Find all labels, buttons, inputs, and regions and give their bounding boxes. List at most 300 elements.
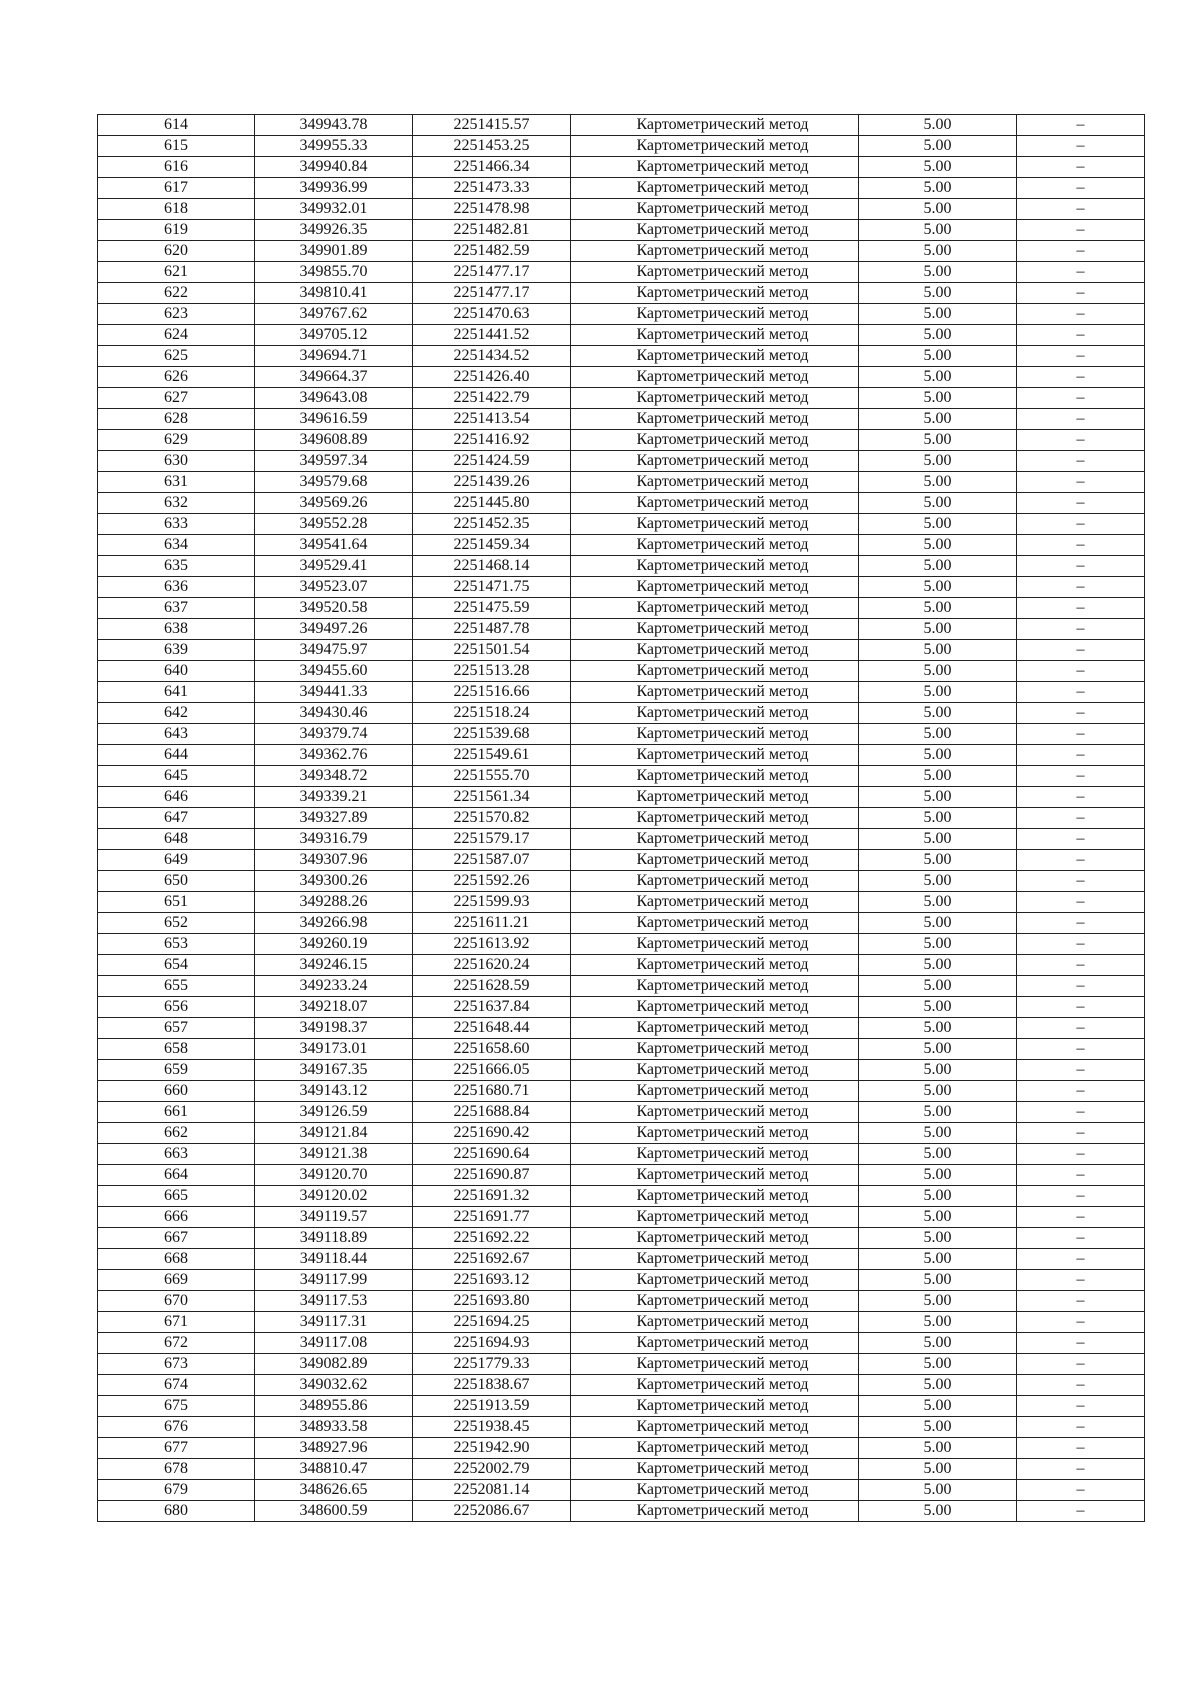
point-number-cell: 663	[98, 1144, 255, 1165]
method-cell: Картометрический метод	[571, 1018, 859, 1039]
x-coordinate-cell: 348927.96	[255, 1438, 413, 1459]
table-row	[98, 325, 1145, 346]
method-cell: Картометрический метод	[571, 1459, 859, 1480]
point-number-cell: 635	[98, 556, 255, 577]
x-coordinate-cell: 348955.86	[255, 1396, 413, 1417]
table-row	[98, 430, 1145, 451]
table-row	[98, 766, 1145, 787]
point-number-cell: 641	[98, 682, 255, 703]
table-row	[98, 1480, 1145, 1501]
description-cell: –	[1017, 619, 1145, 640]
y-coordinate-cell: 2251475.59	[413, 598, 571, 619]
table-row	[98, 1123, 1145, 1144]
y-coordinate-cell: 2251666.05	[413, 1060, 571, 1081]
accuracy-cell: 5.00	[859, 619, 1017, 640]
table-row	[98, 1375, 1145, 1396]
y-coordinate-cell: 2251452.35	[413, 514, 571, 535]
table-row	[98, 1417, 1145, 1438]
x-coordinate-cell: 349266.98	[255, 913, 413, 934]
method-cell: Картометрический метод	[571, 1312, 859, 1333]
description-cell: –	[1017, 892, 1145, 913]
method-cell: Картометрический метод	[571, 514, 859, 535]
point-number-cell: 659	[98, 1060, 255, 1081]
x-coordinate-cell: 349932.01	[255, 199, 413, 220]
method-cell: Картометрический метод	[571, 283, 859, 304]
method-cell: Картометрический метод	[571, 577, 859, 598]
method-cell: Картометрический метод	[571, 1501, 859, 1522]
description-cell: –	[1017, 157, 1145, 178]
description-cell: –	[1017, 1459, 1145, 1480]
table-row	[98, 1438, 1145, 1459]
description-cell: –	[1017, 1144, 1145, 1165]
y-coordinate-cell: 2251680.71	[413, 1081, 571, 1102]
accuracy-cell: 5.00	[859, 766, 1017, 787]
x-coordinate-cell: 349119.57	[255, 1207, 413, 1228]
y-coordinate-cell: 2252081.14	[413, 1480, 571, 1501]
description-cell: –	[1017, 1312, 1145, 1333]
accuracy-cell: 5.00	[859, 682, 1017, 703]
method-cell: Картометрический метод	[571, 1123, 859, 1144]
accuracy-cell: 5.00	[859, 325, 1017, 346]
x-coordinate-cell: 348626.65	[255, 1480, 413, 1501]
table-row	[98, 1333, 1145, 1354]
accuracy-cell: 5.00	[859, 1480, 1017, 1501]
table-row	[98, 535, 1145, 556]
point-number-cell: 617	[98, 178, 255, 199]
description-cell: –	[1017, 829, 1145, 850]
description-cell: –	[1017, 1165, 1145, 1186]
accuracy-cell: 5.00	[859, 1354, 1017, 1375]
y-coordinate-cell: 2251599.93	[413, 892, 571, 913]
accuracy-cell: 5.00	[859, 829, 1017, 850]
method-cell: Картометрический метод	[571, 1396, 859, 1417]
y-coordinate-cell: 2251482.59	[413, 241, 571, 262]
method-cell: Картометрический метод	[571, 1186, 859, 1207]
accuracy-cell: 5.00	[859, 640, 1017, 661]
description-cell: –	[1017, 1438, 1145, 1459]
point-number-cell: 679	[98, 1480, 255, 1501]
table-row	[98, 955, 1145, 976]
accuracy-cell: 5.00	[859, 976, 1017, 997]
x-coordinate-cell: 349523.07	[255, 577, 413, 598]
method-cell: Картометрический метод	[571, 1375, 859, 1396]
point-number-cell: 643	[98, 724, 255, 745]
point-number-cell: 625	[98, 346, 255, 367]
x-coordinate-cell: 349233.24	[255, 976, 413, 997]
accuracy-cell: 5.00	[859, 1228, 1017, 1249]
method-cell: Картометрический метод	[571, 976, 859, 997]
table-row	[98, 220, 1145, 241]
point-number-cell: 653	[98, 934, 255, 955]
method-cell: Картометрический метод	[571, 724, 859, 745]
method-cell: Картометрический метод	[571, 829, 859, 850]
accuracy-cell: 5.00	[859, 388, 1017, 409]
y-coordinate-cell: 2251482.81	[413, 220, 571, 241]
description-cell: –	[1017, 682, 1145, 703]
accuracy-cell: 5.00	[859, 703, 1017, 724]
y-coordinate-cell: 2251690.42	[413, 1123, 571, 1144]
table-row	[98, 556, 1145, 577]
accuracy-cell: 5.00	[859, 283, 1017, 304]
point-number-cell: 640	[98, 661, 255, 682]
table-row	[98, 178, 1145, 199]
accuracy-cell: 5.00	[859, 997, 1017, 1018]
description-cell: –	[1017, 388, 1145, 409]
point-number-cell: 675	[98, 1396, 255, 1417]
y-coordinate-cell: 2251422.79	[413, 388, 571, 409]
point-number-cell: 645	[98, 766, 255, 787]
x-coordinate-cell: 349855.70	[255, 262, 413, 283]
description-cell: –	[1017, 178, 1145, 199]
y-coordinate-cell: 2251477.17	[413, 262, 571, 283]
accuracy-cell: 5.00	[859, 892, 1017, 913]
description-cell: –	[1017, 535, 1145, 556]
table-row	[98, 1102, 1145, 1123]
method-cell: Картометрический метод	[571, 556, 859, 577]
x-coordinate-cell: 349339.21	[255, 787, 413, 808]
method-cell: Картометрический метод	[571, 1354, 859, 1375]
method-cell: Картометрический метод	[571, 346, 859, 367]
description-cell: –	[1017, 1333, 1145, 1354]
point-number-cell: 656	[98, 997, 255, 1018]
accuracy-cell: 5.00	[859, 871, 1017, 892]
y-coordinate-cell: 2251648.44	[413, 1018, 571, 1039]
description-cell: –	[1017, 451, 1145, 472]
method-cell: Картометрический метод	[571, 1228, 859, 1249]
table-row	[98, 346, 1145, 367]
description-cell: –	[1017, 703, 1145, 724]
accuracy-cell: 5.00	[859, 1207, 1017, 1228]
description-cell: –	[1017, 913, 1145, 934]
y-coordinate-cell: 2251439.26	[413, 472, 571, 493]
y-coordinate-cell: 2251693.80	[413, 1291, 571, 1312]
table-row	[98, 409, 1145, 430]
table-row	[98, 1060, 1145, 1081]
description-cell: –	[1017, 1039, 1145, 1060]
x-coordinate-cell: 349936.99	[255, 178, 413, 199]
table-row	[98, 1354, 1145, 1375]
description-cell: –	[1017, 997, 1145, 1018]
point-number-cell: 619	[98, 220, 255, 241]
description-cell: –	[1017, 1354, 1145, 1375]
point-number-cell: 620	[98, 241, 255, 262]
method-cell: Картометрический метод	[571, 1060, 859, 1081]
point-number-cell: 664	[98, 1165, 255, 1186]
table-row	[98, 871, 1145, 892]
y-coordinate-cell: 2251445.80	[413, 493, 571, 514]
x-coordinate-cell: 349173.01	[255, 1039, 413, 1060]
method-cell: Картометрический метод	[571, 661, 859, 682]
point-number-cell: 634	[98, 535, 255, 556]
table-row	[98, 514, 1145, 535]
table-row	[98, 577, 1145, 598]
x-coordinate-cell: 349529.41	[255, 556, 413, 577]
accuracy-cell: 5.00	[859, 1396, 1017, 1417]
method-cell: Картометрический метод	[571, 388, 859, 409]
description-cell: –	[1017, 556, 1145, 577]
x-coordinate-cell: 349300.26	[255, 871, 413, 892]
method-cell: Картометрический метод	[571, 934, 859, 955]
point-number-cell: 636	[98, 577, 255, 598]
description-cell: –	[1017, 1186, 1145, 1207]
x-coordinate-cell: 349167.35	[255, 1060, 413, 1081]
table-row	[98, 1291, 1145, 1312]
description-cell: –	[1017, 598, 1145, 619]
description-cell: –	[1017, 304, 1145, 325]
accuracy-cell: 5.00	[859, 535, 1017, 556]
method-cell: Картометрический метод	[571, 367, 859, 388]
y-coordinate-cell: 2251441.52	[413, 325, 571, 346]
x-coordinate-cell: 349121.84	[255, 1123, 413, 1144]
accuracy-cell: 5.00	[859, 1165, 1017, 1186]
point-number-cell: 638	[98, 619, 255, 640]
accuracy-cell: 5.00	[859, 1270, 1017, 1291]
table-row	[98, 934, 1145, 955]
x-coordinate-cell: 349316.79	[255, 829, 413, 850]
x-coordinate-cell: 349475.97	[255, 640, 413, 661]
table-row	[98, 157, 1145, 178]
table-row	[98, 1165, 1145, 1186]
table-row	[98, 829, 1145, 850]
table-row	[98, 1207, 1145, 1228]
x-coordinate-cell: 349120.70	[255, 1165, 413, 1186]
point-number-cell: 616	[98, 157, 255, 178]
description-cell: –	[1017, 850, 1145, 871]
method-cell: Картометрический метод	[571, 1333, 859, 1354]
y-coordinate-cell: 2251415.57	[413, 115, 571, 136]
y-coordinate-cell: 2251779.33	[413, 1354, 571, 1375]
point-number-cell: 654	[98, 955, 255, 976]
method-cell: Картометрический метод	[571, 997, 859, 1018]
point-number-cell: 655	[98, 976, 255, 997]
x-coordinate-cell: 349579.68	[255, 472, 413, 493]
accuracy-cell: 5.00	[859, 1459, 1017, 1480]
table-row	[98, 745, 1145, 766]
description-cell: –	[1017, 1249, 1145, 1270]
y-coordinate-cell: 2251539.68	[413, 724, 571, 745]
point-number-cell: 623	[98, 304, 255, 325]
y-coordinate-cell: 2251416.92	[413, 430, 571, 451]
table-row	[98, 199, 1145, 220]
table-row	[98, 640, 1145, 661]
x-coordinate-cell: 349032.62	[255, 1375, 413, 1396]
accuracy-cell: 5.00	[859, 913, 1017, 934]
method-cell: Картометрический метод	[571, 472, 859, 493]
y-coordinate-cell: 2251611.21	[413, 913, 571, 934]
point-number-cell: 672	[98, 1333, 255, 1354]
accuracy-cell: 5.00	[859, 1249, 1017, 1270]
description-cell: –	[1017, 745, 1145, 766]
accuracy-cell: 5.00	[859, 1417, 1017, 1438]
x-coordinate-cell: 349497.26	[255, 619, 413, 640]
accuracy-cell: 5.00	[859, 514, 1017, 535]
y-coordinate-cell: 2251691.77	[413, 1207, 571, 1228]
point-number-cell: 669	[98, 1270, 255, 1291]
x-coordinate-cell: 349260.19	[255, 934, 413, 955]
accuracy-cell: 5.00	[859, 262, 1017, 283]
table-row	[98, 619, 1145, 640]
accuracy-cell: 5.00	[859, 304, 1017, 325]
y-coordinate-cell: 2251513.28	[413, 661, 571, 682]
table-row	[98, 1249, 1145, 1270]
method-cell: Картометрический метод	[571, 178, 859, 199]
method-cell: Картометрический метод	[571, 1417, 859, 1438]
y-coordinate-cell: 2251838.67	[413, 1375, 571, 1396]
accuracy-cell: 5.00	[859, 1375, 1017, 1396]
x-coordinate-cell: 349955.33	[255, 136, 413, 157]
x-coordinate-cell: 349441.33	[255, 682, 413, 703]
y-coordinate-cell: 2251592.26	[413, 871, 571, 892]
point-number-cell: 667	[98, 1228, 255, 1249]
x-coordinate-cell: 349926.35	[255, 220, 413, 241]
point-number-cell: 626	[98, 367, 255, 388]
accuracy-cell: 5.00	[859, 1081, 1017, 1102]
y-coordinate-cell: 2251690.87	[413, 1165, 571, 1186]
y-coordinate-cell: 2251466.34	[413, 157, 571, 178]
description-cell: –	[1017, 1375, 1145, 1396]
description-cell: –	[1017, 346, 1145, 367]
y-coordinate-cell: 2251471.75	[413, 577, 571, 598]
x-coordinate-cell: 349643.08	[255, 388, 413, 409]
accuracy-cell: 5.00	[859, 157, 1017, 178]
description-cell: –	[1017, 976, 1145, 997]
description-cell: –	[1017, 808, 1145, 829]
x-coordinate-cell: 348810.47	[255, 1459, 413, 1480]
description-cell: –	[1017, 1228, 1145, 1249]
table-row	[98, 892, 1145, 913]
method-cell: Картометрический метод	[571, 1270, 859, 1291]
table-row	[98, 913, 1145, 934]
method-cell: Картометрический метод	[571, 598, 859, 619]
accuracy-cell: 5.00	[859, 430, 1017, 451]
accuracy-cell: 5.00	[859, 1039, 1017, 1060]
point-number-cell: 614	[98, 115, 255, 136]
accuracy-cell: 5.00	[859, 367, 1017, 388]
table-row	[98, 1459, 1145, 1480]
x-coordinate-cell: 348600.59	[255, 1501, 413, 1522]
y-coordinate-cell: 2251570.82	[413, 808, 571, 829]
point-number-cell: 665	[98, 1186, 255, 1207]
table-row	[98, 724, 1145, 745]
description-cell: –	[1017, 1081, 1145, 1102]
description-cell: –	[1017, 472, 1145, 493]
point-number-cell: 652	[98, 913, 255, 934]
description-cell: –	[1017, 1501, 1145, 1522]
x-coordinate-cell: 349117.08	[255, 1333, 413, 1354]
method-cell: Картометрический метод	[571, 892, 859, 913]
table-row	[98, 598, 1145, 619]
point-number-cell: 627	[98, 388, 255, 409]
accuracy-cell: 5.00	[859, 556, 1017, 577]
x-coordinate-cell: 349307.96	[255, 850, 413, 871]
x-coordinate-cell: 348933.58	[255, 1417, 413, 1438]
y-coordinate-cell: 2251470.63	[413, 304, 571, 325]
description-cell: –	[1017, 1018, 1145, 1039]
method-cell: Картометрический метод	[571, 871, 859, 892]
x-coordinate-cell: 349198.37	[255, 1018, 413, 1039]
x-coordinate-cell: 349327.89	[255, 808, 413, 829]
y-coordinate-cell: 2251555.70	[413, 766, 571, 787]
coordinates-table	[97, 114, 1145, 1522]
x-coordinate-cell: 349705.12	[255, 325, 413, 346]
method-cell: Картометрический метод	[571, 1144, 859, 1165]
accuracy-cell: 5.00	[859, 220, 1017, 241]
point-number-cell: 629	[98, 430, 255, 451]
y-coordinate-cell: 2251459.34	[413, 535, 571, 556]
x-coordinate-cell: 349362.76	[255, 745, 413, 766]
x-coordinate-cell: 349082.89	[255, 1354, 413, 1375]
table-row	[98, 241, 1145, 262]
y-coordinate-cell: 2251658.60	[413, 1039, 571, 1060]
method-cell: Картометрический метод	[571, 1165, 859, 1186]
point-number-cell: 633	[98, 514, 255, 535]
table-row	[98, 682, 1145, 703]
table-row	[98, 1270, 1145, 1291]
y-coordinate-cell: 2251453.25	[413, 136, 571, 157]
table-row	[98, 1312, 1145, 1333]
method-cell: Картометрический метод	[571, 199, 859, 220]
table-row	[98, 136, 1145, 157]
accuracy-cell: 5.00	[859, 1018, 1017, 1039]
y-coordinate-cell: 2251516.66	[413, 682, 571, 703]
y-coordinate-cell: 2251694.93	[413, 1333, 571, 1354]
y-coordinate-cell: 2251518.24	[413, 703, 571, 724]
y-coordinate-cell: 2251579.17	[413, 829, 571, 850]
y-coordinate-cell: 2251473.33	[413, 178, 571, 199]
y-coordinate-cell: 2251692.22	[413, 1228, 571, 1249]
x-coordinate-cell: 349455.60	[255, 661, 413, 682]
x-coordinate-cell: 349288.26	[255, 892, 413, 913]
description-cell: –	[1017, 283, 1145, 304]
y-coordinate-cell: 2251694.25	[413, 1312, 571, 1333]
description-cell: –	[1017, 136, 1145, 157]
point-number-cell: 677	[98, 1438, 255, 1459]
point-number-cell: 624	[98, 325, 255, 346]
description-cell: –	[1017, 493, 1145, 514]
accuracy-cell: 5.00	[859, 1144, 1017, 1165]
method-cell: Картометрический метод	[571, 1081, 859, 1102]
y-coordinate-cell: 2251478.98	[413, 199, 571, 220]
table-row	[98, 787, 1145, 808]
y-coordinate-cell: 2251942.90	[413, 1438, 571, 1459]
method-cell: Картометрический метод	[571, 1039, 859, 1060]
point-number-cell: 615	[98, 136, 255, 157]
table-row	[98, 451, 1145, 472]
table-row	[98, 703, 1145, 724]
y-coordinate-cell: 2251690.64	[413, 1144, 571, 1165]
table-row	[98, 808, 1145, 829]
y-coordinate-cell: 2251434.52	[413, 346, 571, 367]
y-coordinate-cell: 2251413.54	[413, 409, 571, 430]
method-cell: Картометрический метод	[571, 619, 859, 640]
accuracy-cell: 5.00	[859, 661, 1017, 682]
point-number-cell: 637	[98, 598, 255, 619]
accuracy-cell: 5.00	[859, 724, 1017, 745]
method-cell: Картометрический метод	[571, 451, 859, 472]
table-row	[98, 304, 1145, 325]
accuracy-cell: 5.00	[859, 1186, 1017, 1207]
point-number-cell: 632	[98, 493, 255, 514]
point-number-cell: 618	[98, 199, 255, 220]
description-cell: –	[1017, 1123, 1145, 1144]
accuracy-cell: 5.00	[859, 199, 1017, 220]
y-coordinate-cell: 2251692.67	[413, 1249, 571, 1270]
table-row	[98, 1186, 1145, 1207]
accuracy-cell: 5.00	[859, 136, 1017, 157]
description-cell: –	[1017, 367, 1145, 388]
accuracy-cell: 5.00	[859, 1438, 1017, 1459]
accuracy-cell: 5.00	[859, 577, 1017, 598]
